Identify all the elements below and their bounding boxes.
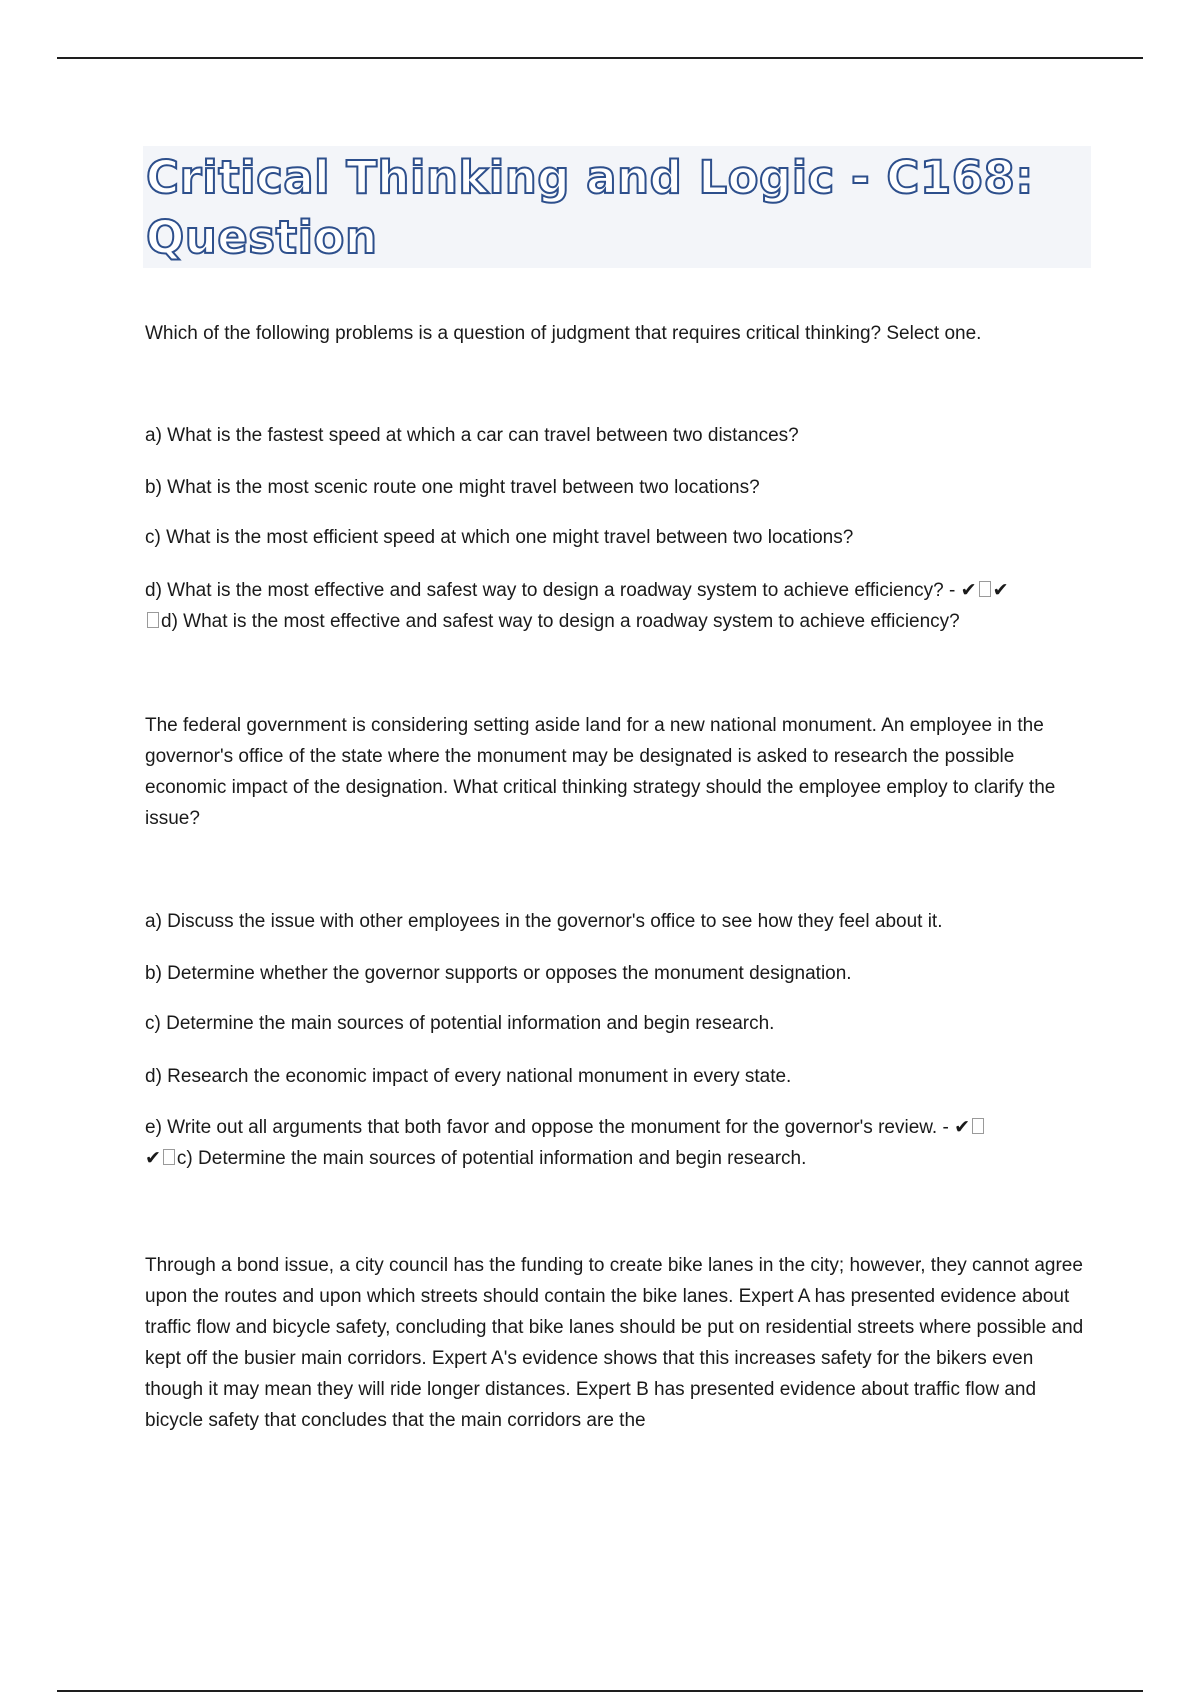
question-2-option-b: b) Determine whether the governor supports or opposes the monument designation. (145, 963, 852, 984)
checkmark-icon: ✔ (960, 580, 977, 601)
question-2-prompt: The federal government is considering setting aside land for a new national monument. An employee in the governor's office of the state where the monument may be designated is asked to research the possible economic impact of the designation. What critical thinking strategy should the employee employ to clarify the issue? (145, 715, 1056, 829)
top-rule (57, 57, 1143, 59)
question-1-option-d-with-answer (145, 575, 1090, 637)
checkmark-icon: ✔ (992, 580, 1009, 601)
question-2-option-a: a) Discuss the issue with other employees in the governor's office to see how they feel about it. (145, 911, 943, 932)
checkmark-icon: ✔ (145, 1148, 161, 1169)
question-1-prompt: Which of the following problems is a question of judgment that requires critical thinking? Select one. (145, 323, 982, 344)
question-1-option-c: c) What is the most efficient speed at which one might travel between two locations? (145, 527, 854, 548)
question-1-option-b: b) What is the most scenic route one might travel between two locations? (145, 477, 760, 498)
question-2-option-e: e) Write out all arguments that both favor and oppose the monument for the governor's review. - (145, 1117, 949, 1138)
question-2-option-e-with-answer (145, 1112, 1090, 1174)
question-1-option-a: a) What is the fastest speed at which a car can travel between two distances? (145, 425, 799, 446)
question-2-option-d: d) Research the economic impact of every national monument in every state. (145, 1066, 792, 1087)
question-2-answer: c) Determine the main sources of potential information and begin research. (176, 1148, 807, 1169)
missing-glyph-box-icon (147, 612, 159, 628)
question-1-option-d: d) What is the most effective and safest way to design a roadway system to achieve efficiency? - (145, 580, 956, 601)
question-1-answer: d) What is the most effective and safest way to design a roadway system to achieve efficiency? (161, 611, 960, 632)
missing-glyph-box-icon (972, 1118, 984, 1134)
checkmark-icon: ✔ (954, 1117, 971, 1138)
bottom-rule (57, 1690, 1143, 1692)
question-2-option-c: c) Determine the main sources of potential information and begin research. (145, 1013, 775, 1034)
document-title: Critical Thinking and Logic - C168: Question (146, 151, 1034, 264)
question-3-prompt: Through a bond issue, a city council has the funding to create bike lanes in the city; however, they cannot agree upon the routes and upon which streets should contain the bike lanes. Expert A has presented evidence about traffic flow and bicycle safety, concluding that bike lanes should be put on residential streets where possible and kept off the busier main corridors. Expert A's evidence shows that this increases safety for the bikers even though it may mean they will ride longer distances. Expert B has presented evidence about traffic flow and bicycle safety that concludes that the main corridors are the (145, 1255, 1084, 1431)
missing-glyph-box-icon (163, 1149, 175, 1165)
missing-glyph-box-icon (979, 581, 991, 597)
